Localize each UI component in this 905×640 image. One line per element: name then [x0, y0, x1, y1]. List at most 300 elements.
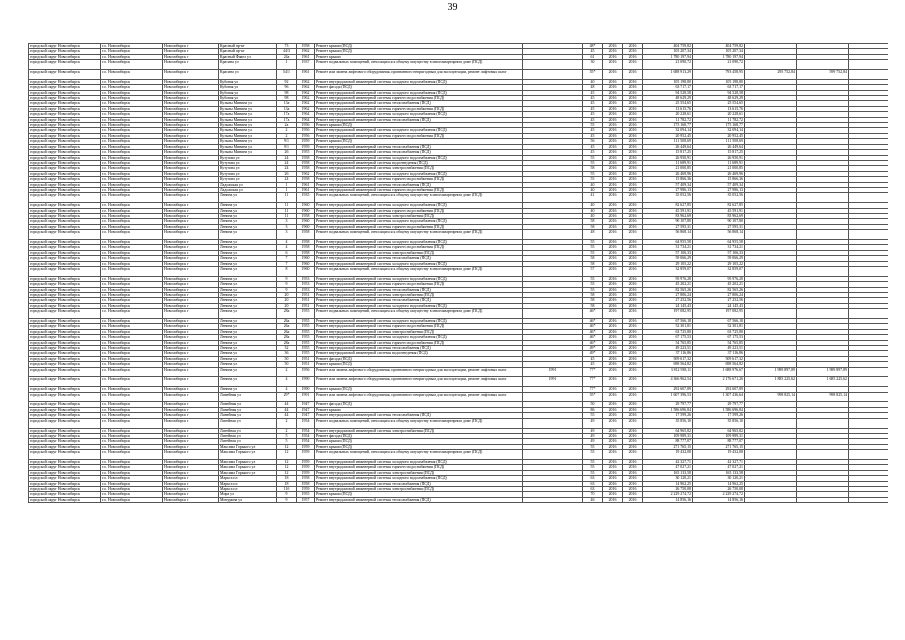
cell-end-year: 2016 — [623, 60, 643, 70]
cell-lift-year — [523, 70, 583, 80]
cell-start-year: 2016 — [603, 287, 623, 292]
cell-build-year: 1959 — [297, 470, 315, 475]
cell-build-year: 1956 — [297, 128, 315, 133]
cell-street: Кузьмы Минина ул — [219, 144, 277, 149]
cell-build-year: 1955 — [297, 309, 315, 319]
cell-wear-percent: 77* — [583, 367, 603, 377]
cell-house-number: 1 — [277, 187, 297, 192]
cell-start-year: 2016 — [603, 346, 623, 351]
cell-end-year: 2016 — [623, 177, 643, 182]
cell-work-type: Ремонт подвальных помещений, относящихся к общему имуществу в многоквартирном доме (ПСД) — [315, 418, 523, 428]
cell-city: Новосибирск г — [163, 171, 219, 176]
cell-city: Новосибирск г — [163, 377, 219, 387]
cell-street: Литейная ул — [219, 428, 277, 433]
cell-settlement: г.о. Новосибирск — [101, 497, 163, 502]
cell-end-year: 2016 — [623, 392, 643, 402]
cell-settlement: г.о. Новосибирск — [101, 224, 163, 229]
cell-city: Новосибирск г — [163, 346, 219, 351]
cell-end-year: 2016 — [623, 439, 643, 444]
capital-repair-table — [28, 43, 888, 503]
cell-settlement: г.о. Новосибирск — [101, 418, 163, 428]
cell-work-type: Ремонт внутридомовой инженерной системы холодного водоснабжения (ПСД) — [315, 128, 523, 133]
cell-municipality: городской округ Новосибирск — [29, 476, 101, 481]
cell-other-cost — [797, 60, 849, 70]
table-row — [29, 230, 889, 240]
cell-city: Новосибирск г — [163, 324, 219, 329]
cell-build-year: 1956 — [297, 133, 315, 138]
cell-start-year: 2016 — [603, 298, 623, 303]
cell-fund-cost: 1 586 696,84 — [693, 407, 745, 412]
cell-house-number: 6 — [277, 250, 297, 255]
cell-street: Максима Горького ул — [219, 459, 277, 464]
cell-wear-percent: 63 — [583, 481, 603, 486]
cell-street: Красина ул — [219, 60, 277, 70]
cell-end-year: 2016 — [623, 492, 643, 497]
cell-house-number: 28а — [277, 340, 297, 345]
cell-total-cost: 32 094,14 — [643, 128, 693, 133]
table-row — [29, 367, 889, 377]
cell-wear-percent: 55 — [583, 155, 603, 160]
cell-end-year: 2016 — [623, 171, 643, 176]
cell-work-type: Ремонт внутридомовой инженерной системы холодного водоснабжения (ПСД) — [315, 79, 523, 84]
cell-fund-cost: 14 856,16 — [693, 497, 745, 502]
cell-house-number: 2 — [277, 128, 297, 133]
cell-city: Новосибирск г — [163, 362, 219, 367]
cell-street: Ленина ул — [219, 303, 277, 308]
cell-street: Красный пр-кт — [219, 44, 277, 49]
cell-wear-percent: 40 — [583, 213, 603, 218]
cell-start-year: 2016 — [603, 106, 623, 111]
cell-end-year: 2016 — [623, 187, 643, 192]
cell-build-year: 1954 — [297, 428, 315, 433]
cell-municipality: городской округ Новосибирск — [29, 407, 101, 412]
cell-end-year: 2016 — [623, 340, 643, 345]
cell-city: Новосибирск г — [163, 450, 219, 460]
cell-municipality: городской округ Новосибирск — [29, 392, 101, 402]
cell-wear-percent: 45 — [583, 49, 603, 54]
cell-fund-cost: 32 094,14 — [693, 128, 745, 133]
cell-street: Ленина ул — [219, 324, 277, 329]
cell-start-year: 2016 — [603, 239, 623, 244]
cell-settlement: г.о. Новосибирск — [101, 298, 163, 303]
cell-start-year: 2016 — [603, 481, 623, 486]
cell-house-number: 24 — [277, 160, 297, 165]
cell-street: Ленина ул — [219, 309, 277, 319]
cell-fund-cost: 11 689,91 — [693, 160, 745, 165]
cell-house-number: 7 — [277, 256, 297, 261]
cell-start-year: 2016 — [603, 150, 623, 155]
cell-municipality: городской округ Новосибирск — [29, 245, 101, 250]
cell-fund-cost: 27 595,31 — [693, 224, 745, 229]
cell-settlement: г.о. Новосибирск — [101, 155, 163, 160]
cell-total-cost: 64 965,82 — [643, 428, 693, 433]
cell-city: Новосибирск г — [163, 418, 219, 428]
cell-settlement: г.о. Новосибирск — [101, 144, 163, 149]
cell-total-cost: 47 027,21 — [643, 465, 693, 470]
cell-municipality: городской округ Новосибирск — [29, 128, 101, 133]
cell-municipality: городской округ Новосибирск — [29, 219, 101, 224]
cell-build-year: 1960 — [297, 219, 315, 224]
cell-wear-percent: 58 — [583, 166, 603, 171]
cell-build-year: 1991 — [297, 392, 315, 402]
cell-start-year: 2016 — [603, 407, 623, 412]
cell-build-year: 1959 — [297, 139, 315, 144]
cell-end-year: 2016 — [623, 356, 643, 361]
cell-total-cost: 509 617,32 — [643, 356, 693, 361]
cell-house-number: 2 — [277, 367, 297, 377]
cell-settlement: г.о. Новосибирск — [101, 177, 163, 182]
cell-settlement: г.о. Новосибирск — [101, 230, 163, 240]
cell-other-cost: 1 685 225,62 — [797, 377, 849, 387]
cell-work-type: Ремонт внутридомовой инженерной системы водоотведения (ПСД) — [315, 160, 523, 165]
cell-settlement: г.о. Новосибирск — [101, 335, 163, 340]
cell-work-type: Ремонт крыши (ПСД) — [315, 492, 523, 497]
cell-spacer — [849, 60, 889, 70]
cell-street: Ленина ул — [219, 287, 277, 292]
cell-total-cost: 292 607,89 — [643, 387, 693, 392]
cell-start-year: 2016 — [603, 470, 623, 475]
cell-work-type: Ремонт внутридомовой инженерной системы теплоснабжения (ПСД) — [315, 497, 523, 502]
cell-street: Ленина ул — [219, 329, 277, 334]
cell-street: Ленина ул — [219, 219, 277, 224]
cell-budget-cost: 998 825,14 — [745, 392, 797, 402]
cell-city: Новосибирск г — [163, 287, 219, 292]
cell-start-year: 2016 — [603, 49, 623, 54]
cell-wear-percent: 40 — [583, 208, 603, 213]
cell-other-cost: 599 752,84 — [797, 70, 849, 80]
cell-fund-cost: 42 327,71 — [693, 459, 745, 464]
cell-work-type: Ремонт внутридомовой инженерной системы теплоснабжения (ПСД) — [315, 182, 523, 187]
cell-municipality: городской округ Новосибирск — [29, 123, 101, 128]
cell-settlement: г.о. Новосибирск — [101, 444, 163, 449]
cell-city: Новосибирск г — [163, 128, 219, 133]
cell-total-cost: 27 806,24 — [643, 293, 693, 298]
cell-municipality: городской округ Новосибирск — [29, 117, 101, 122]
cell-total-cost: 67 175,53 — [643, 335, 693, 340]
cell-city: Новосибирск г — [163, 219, 219, 224]
cell-spacer — [849, 377, 889, 387]
cell-work-type: Ремонт внутридомовой инженерной системы холодного водоснабжения (ПСД) — [315, 476, 523, 481]
cell-city: Новосибирск г — [163, 224, 219, 229]
cell-municipality: городской округ Новосибирск — [29, 250, 101, 255]
cell-municipality: городской округ Новосибирск — [29, 298, 101, 303]
cell-total-cost: 90 107,80 — [643, 219, 693, 224]
cell-municipality: городской округ Новосибирск — [29, 293, 101, 298]
cell-start-year: 2016 — [603, 60, 623, 70]
cell-house-number: 11 — [277, 193, 297, 203]
cell-wear-percent: 30 — [583, 60, 603, 70]
cell-city: Новосибирск г — [163, 276, 219, 281]
cell-end-year: 2016 — [623, 90, 643, 95]
cell-municipality: городской округ Новосибирск — [29, 54, 101, 59]
cell-house-number: 28а — [277, 309, 297, 319]
cell-city: Новосибирск г — [163, 144, 219, 149]
cell-wear-percent: 40 — [583, 203, 603, 208]
cell-fund-cost: 175 168,77 — [693, 123, 745, 128]
cell-house-number: 20 — [277, 303, 297, 308]
cell-house-number: 44 — [277, 413, 297, 418]
cell-municipality: городской округ Новосибирск — [29, 70, 101, 80]
cell-build-year: 1962 — [297, 85, 315, 90]
cell-municipality: городской округ Новосибирск — [29, 49, 101, 54]
cell-work-type: Ремонт внутридомовой инженерной системы электроснабжения (ПСД) — [315, 486, 523, 491]
cell-wear-percent: 55 — [583, 444, 603, 449]
cell-build-year: 1956 — [297, 123, 315, 128]
cell-fund-cost: 2 176 671,26 — [693, 377, 745, 387]
cell-street: Максима Горького ул — [219, 465, 277, 470]
cell-end-year: 2016 — [623, 193, 643, 203]
cell-fund-cost: 47 027,21 — [693, 465, 745, 470]
cell-end-year: 2016 — [623, 309, 643, 319]
cell-house-number: 2а — [277, 123, 297, 128]
cell-house-number: 11 — [277, 208, 297, 213]
cell-fund-cost: 292 607,89 — [693, 387, 745, 392]
cell-start-year: 2016 — [603, 213, 623, 218]
cell-work-type: Ремонт внутридомовой инженерной системы холодного водоснабжения (ПСД) — [315, 303, 523, 308]
cell-house-number: 54/1 — [277, 70, 297, 80]
cell-fund-cost: 24 145,43 — [693, 303, 745, 308]
cell-municipality: городской округ Новосибирск — [29, 60, 101, 70]
cell-work-type: Ремонт внутридомовой инженерной системы горячего водоснабжения (ПСД) — [315, 224, 523, 229]
cell-street: Литейная ул — [219, 418, 277, 428]
cell-city: Новосибирск г — [163, 182, 219, 187]
cell-total-cost: 64 955,58 — [643, 239, 693, 244]
cell-wear-percent: 45 — [583, 150, 603, 155]
cell-fund-cost: 45 202,21 — [693, 282, 745, 287]
cell-build-year: 1959 — [297, 465, 315, 470]
cell-work-type: Ремонт внутридомовой инженерной системы холодного водоснабжения (ПСД) — [315, 239, 523, 244]
cell-fund-cost: 15 866,36 — [693, 177, 745, 182]
cell-budget-cost: 295 752,84 — [745, 70, 797, 80]
cell-street: Ленина ул — [219, 208, 277, 213]
cell-build-year: 1964 — [297, 112, 315, 117]
cell-start-year: 2016 — [603, 267, 623, 277]
cell-settlement: г.о. Новосибирск — [101, 428, 163, 433]
cell-end-year: 2016 — [623, 123, 643, 128]
cell-municipality: городской округ Новосибирск — [29, 387, 101, 392]
cell-municipality: городской округ Новосибирск — [29, 187, 101, 192]
cell-municipality: городской округ Новосибирск — [29, 362, 101, 367]
cell-street: Ленина ул — [219, 319, 277, 324]
cell-wear-percent: 46* — [583, 335, 603, 340]
cell-end-year: 2016 — [623, 85, 643, 90]
cell-fund-cost: 11 782,72 — [693, 117, 745, 122]
cell-start-year: 2016 — [603, 155, 623, 160]
cell-fund-cost: 1 307 436,64 — [693, 392, 745, 402]
cell-city: Новосибирск г — [163, 90, 219, 95]
cell-wear-percent: 55 — [583, 171, 603, 176]
cell-end-year: 2016 — [623, 346, 643, 351]
cell-end-year: 2016 — [623, 362, 643, 367]
cell-build-year: 1960 — [297, 256, 315, 261]
cell-build-year: 1951 — [297, 303, 315, 308]
cell-settlement: г.о. Новосибирск — [101, 187, 163, 192]
cell-total-cost: 88 777,07 — [643, 439, 693, 444]
cell-municipality: городской округ Новосибирск — [29, 428, 101, 433]
cell-settlement: г.о. Новосибирск — [101, 166, 163, 171]
cell-street: Кубовая ул — [219, 90, 277, 95]
cell-city: Новосибирск г — [163, 282, 219, 287]
cell-fund-cost: 30 120,21 — [693, 476, 745, 481]
cell-work-type: Ремонт внутридомовой инженерной системы электроснабжения (ПСД) — [315, 250, 523, 255]
cell-build-year: 1955 — [297, 492, 315, 497]
cell-start-year: 2016 — [603, 44, 623, 49]
cell-end-year: 2016 — [623, 219, 643, 224]
cell-build-year: 1947 — [297, 407, 315, 412]
cell-city: Новосибирск г — [163, 96, 219, 101]
cell-fund-cost: 49 223,51 — [693, 346, 745, 351]
cell-work-type: Ремонт внутридомовой инженерной системы электроснабжения (ПСД) — [315, 428, 523, 433]
cell-fund-cost: 27 986,13 — [693, 187, 745, 192]
cell-end-year: 2016 — [623, 96, 643, 101]
cell-settlement: г.о. Новосибирск — [101, 193, 163, 203]
cell-settlement: г.о. Новосибирск — [101, 276, 163, 281]
cell-build-year: 1937 — [297, 60, 315, 70]
cell-city: Новосибирск г — [163, 486, 219, 491]
cell-total-cost: 27 252,56 — [643, 298, 693, 303]
cell-work-type: Ремонт подвальных помещений, относящихся к общему имуществу в многоквартирном доме (ПСД) — [315, 230, 523, 240]
cell-total-cost: 11 782,72 — [643, 117, 693, 122]
cell-total-cost: 67 566,18 — [643, 319, 693, 324]
cell-street: Линейная ул — [219, 392, 277, 402]
cell-build-year: 1955 — [297, 324, 315, 329]
cell-house-number: 3 — [277, 219, 297, 224]
cell-start-year: 2016 — [603, 476, 623, 481]
cell-fund-cost: 54 765,85 — [693, 340, 745, 345]
cell-start-year: 2016 — [603, 433, 623, 438]
cell-city: Новосибирск г — [163, 392, 219, 402]
cell-total-cost: 82 627,85 — [643, 203, 693, 208]
cell-work-type: Ремонт подвальных помещений, относящихся к общему имуществу в многоквартирном доме (ПСД) — [315, 267, 523, 277]
cell-wear-percent: 45 — [583, 362, 603, 367]
cell-wear-percent: 49 — [583, 439, 603, 444]
cell-street: Маркса пл — [219, 486, 277, 491]
cell-work-type: Ремонт внутридомовой инженерной системы электроснабжения (ПСД) — [315, 293, 523, 298]
cell-fund-cost: 20 228,61 — [693, 112, 745, 117]
cell-wear-percent: 49* — [583, 351, 603, 356]
cell-fund-cost: 20 952,45 — [693, 133, 745, 138]
cell-budget-cost — [745, 497, 797, 502]
cell-start-year: 2016 — [603, 465, 623, 470]
cell-fund-cost: 31 734,21 — [693, 245, 745, 250]
cell-city: Новосибирск г — [163, 476, 219, 481]
cell-build-year: 1951 — [297, 362, 315, 367]
cell-work-type: Ремонт крыши (ПСД) — [315, 123, 523, 128]
cell-budget-cost: 1 885 225,62 — [745, 377, 797, 387]
table-row — [29, 60, 889, 70]
cell-street: Кузьмы Минина ул — [219, 117, 277, 122]
cell-start-year: 2016 — [603, 90, 623, 95]
cell-build-year: 1935 — [297, 193, 315, 203]
cell-wear-percent: 61 — [583, 54, 603, 59]
cell-house-number: 11 — [277, 203, 297, 208]
cell-fund-cost: 509 617,32 — [693, 356, 745, 361]
cell-end-year: 2016 — [623, 402, 643, 407]
cell-settlement: г.о. Новосибирск — [101, 387, 163, 392]
cell-house-number: 50 — [277, 356, 297, 361]
cell-street: Ленина ул — [219, 276, 277, 281]
cell-start-year: 2016 — [603, 319, 623, 324]
cell-street: Кузьмы Минина ул — [219, 123, 277, 128]
cell-build-year: 1964 — [297, 117, 315, 122]
cell-fund-cost: 271 765,15 — [693, 444, 745, 449]
cell-wear-percent: 48* — [583, 44, 603, 49]
cell-house-number: 44 — [277, 407, 297, 412]
cell-wear-percent: 77* — [583, 377, 603, 387]
cell-city: Новосибирск г — [163, 402, 219, 407]
cell-start-year: 2016 — [603, 123, 623, 128]
cell-end-year: 2016 — [623, 79, 643, 84]
cell-city: Новосибирск г — [163, 230, 219, 240]
cell-city: Новосибирск г — [163, 340, 219, 345]
cell-house-number: 26а — [277, 324, 297, 329]
cell-end-year: 2016 — [623, 329, 643, 334]
cell-end-year: 2016 — [623, 44, 643, 49]
cell-street: Кутузова ул — [219, 171, 277, 176]
cell-lift-year — [523, 497, 583, 502]
cell-build-year: 1955 — [297, 335, 315, 340]
cell-settlement: г.о. Новосибирск — [101, 413, 163, 418]
cell-start-year: 2016 — [603, 182, 623, 187]
cell-municipality: городской округ Новосибирск — [29, 377, 101, 387]
cell-total-cost: 165 133,58 — [643, 470, 693, 475]
cell-street: Ленина ул — [219, 261, 277, 266]
cell-house-number: 44 — [277, 402, 297, 407]
cell-total-cost: 82 565,26 — [643, 287, 693, 292]
cell-wear-percent: 45 — [583, 106, 603, 111]
cell-wear-percent: 55 — [583, 465, 603, 470]
cell-build-year: 1958 — [297, 177, 315, 182]
cell-total-cost: 48 629,29 — [643, 96, 693, 101]
cell-settlement: г.о. Новосибирск — [101, 303, 163, 308]
cell-fund-cost: 67 175,53 — [693, 335, 745, 340]
table-body — [29, 44, 889, 503]
cell-end-year: 2016 — [623, 465, 643, 470]
cell-end-year: 2016 — [623, 377, 643, 387]
cell-street: Ленина ул — [219, 250, 277, 255]
cell-wear-percent: 48 — [583, 230, 603, 240]
cell-spacer — [849, 70, 889, 80]
cell-total-cost: 26 449,64 — [643, 144, 693, 149]
cell-fund-cost: 26 750,08 — [693, 486, 745, 491]
cell-municipality: городской округ Новосибирск — [29, 144, 101, 149]
cell-work-type: Ремонт внутридомовой инженерной системы теплоснабжения (ПСД) — [315, 117, 523, 122]
cell-total-cost: 111 508,69 — [643, 139, 693, 144]
cell-house-number: 26а — [277, 319, 297, 324]
cell-start-year: 2016 — [603, 166, 623, 171]
cell-wear-percent: 49 — [583, 418, 603, 428]
cell-start-year: 2016 — [603, 392, 623, 402]
cell-house-number: 9/1 — [277, 144, 297, 149]
cell-wear-percent: 45 — [583, 117, 603, 122]
cell-start-year: 2016 — [603, 276, 623, 281]
cell-spacer — [849, 267, 889, 277]
cell-other-cost: 1 989 897,89 — [797, 367, 849, 377]
cell-end-year: 2016 — [623, 224, 643, 229]
cell-work-type: Ремонт внутридомовой инженерной системы горячего водоснабжения (ПСД) — [315, 340, 523, 345]
cell-build-year: 1959 — [297, 459, 315, 464]
cell-fund-cost: 94 528,58 — [693, 90, 745, 95]
cell-build-year: 1960 — [297, 208, 315, 213]
cell-work-type: Ремонт подвальных помещений, относящихся к общему имуществу в многоквартирном доме (ПСД) — [315, 450, 523, 460]
cell-settlement: г.о. Новосибирск — [101, 128, 163, 133]
cell-total-cost: 1 780 197,94 — [643, 54, 693, 59]
cell-total-cost: 95 976,28 — [643, 276, 693, 281]
cell-total-cost: 27 986,13 — [643, 187, 693, 192]
table-row — [29, 377, 889, 387]
cell-start-year: 2016 — [603, 101, 623, 106]
cell-settlement: г.о. Новосибирск — [101, 481, 163, 486]
